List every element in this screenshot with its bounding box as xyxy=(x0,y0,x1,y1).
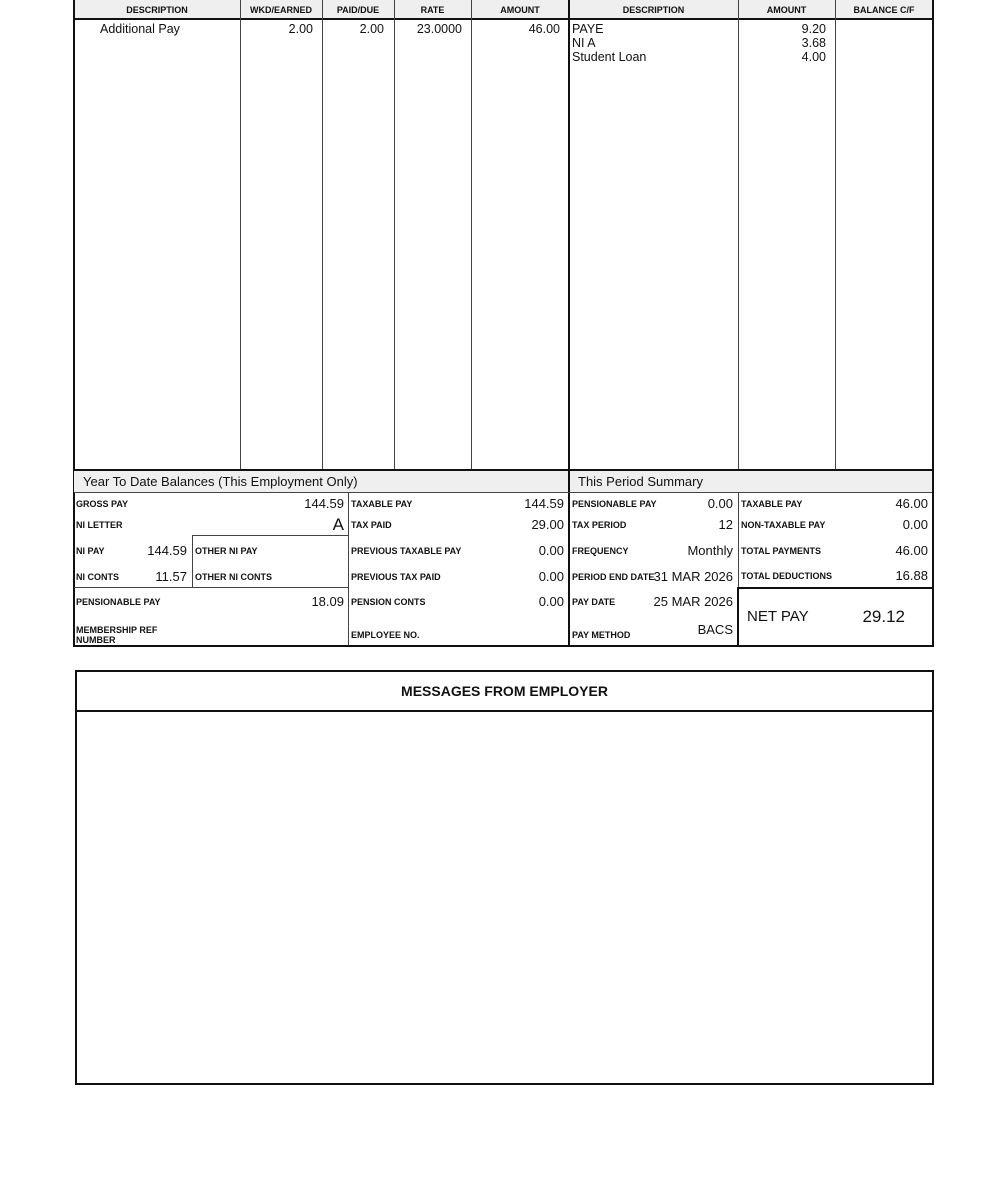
payment-rate: 23.0000 xyxy=(416,22,462,36)
summary-total-payments: 46.00 xyxy=(895,543,928,558)
deduction-amount-paye: 9.20 xyxy=(801,22,826,36)
ytd-title: Year To Date Balances (This Employment Only) xyxy=(83,474,358,489)
summary-frequency-label: FREQUENCY xyxy=(572,546,629,556)
deduction-amount-ni: 3.68 xyxy=(801,36,826,50)
summary-period-end-label: PERIOD END DATE xyxy=(572,572,655,582)
summary-period-end: 31 MAR 2026 xyxy=(653,569,733,584)
col-header-balance-cf: BALANCE C/F xyxy=(835,0,933,19)
summary-total-deductions: 16.88 xyxy=(895,568,928,583)
col-header-amount: AMOUNT xyxy=(471,0,569,19)
payment-row: Additional Pay xyxy=(100,22,180,36)
ytd-ni-pay-label: NI PAY xyxy=(76,546,105,556)
net-pay-label: NET PAY xyxy=(747,608,809,625)
summary-frequency: Monthly xyxy=(687,543,733,558)
ytd-ni-pay: 144.59 xyxy=(147,543,187,558)
col-header-description: DESCRIPTION xyxy=(74,0,240,19)
summary-non-taxable-pay: 0.00 xyxy=(902,517,928,532)
ytd-prev-taxable-pay: 0.00 xyxy=(538,543,564,558)
deduction-row-ni: NI A xyxy=(572,36,596,50)
summary-non-taxable-pay-label: NON-TAXABLE PAY xyxy=(741,520,826,530)
summary-pay-date: 25 MAR 2026 xyxy=(653,594,733,609)
net-pay: 29.12 xyxy=(862,607,905,626)
ytd-tax-paid-label: TAX PAID xyxy=(351,520,392,530)
ytd-employee-no-label: EMPLOYEE NO. xyxy=(351,630,420,640)
summary-pensionable-pay: 0.00 xyxy=(707,496,733,511)
ytd-pension-conts-label: PENSION CONTS xyxy=(351,597,426,607)
summary-pensionable-pay-label: PENSIONABLE PAY xyxy=(572,499,657,509)
ytd-gross-pay-label: GROSS PAY xyxy=(76,499,129,509)
ytd-prev-tax-paid: 0.00 xyxy=(538,569,564,584)
col-header-wkd-earned: WKD/EARNED xyxy=(240,0,322,19)
ytd-pensionable-pay: 18.09 xyxy=(311,594,344,609)
deduction-row-paye: PAYE xyxy=(572,22,604,36)
payment-paid-due: 2.00 xyxy=(359,22,384,36)
ytd-ni-conts: 11.57 xyxy=(155,569,187,584)
payment-wkd-earned: 2.00 xyxy=(288,22,313,36)
ytd-gross-pay: 144.59 xyxy=(304,496,344,511)
messages-box xyxy=(75,670,934,1085)
ytd-pension-conts: 0.00 xyxy=(538,594,564,609)
ytd-tax-paid: 29.00 xyxy=(531,517,564,532)
summary-pay-method-label: PAY METHOD xyxy=(572,630,631,640)
messages-header: MESSAGES FROM EMPLOYER xyxy=(77,672,932,712)
summary-taxable-pay-label: TAXABLE PAY xyxy=(741,499,803,509)
ytd-taxable-pay: 144.59 xyxy=(524,496,564,511)
col-header-deduction-description: DESCRIPTION xyxy=(569,0,738,19)
ytd-other-ni-conts-label: OTHER NI CONTS xyxy=(195,572,273,582)
ytd-prev-tax-paid-label: PREVIOUS TAX PAID xyxy=(351,572,441,582)
summary-tax-period: 12 xyxy=(718,517,733,532)
summary-title: This Period Summary xyxy=(578,474,703,489)
summary-total-deductions-label: TOTAL DEDUCTIONS xyxy=(741,571,833,581)
ytd-prev-taxable-pay-label: PREVIOUS TAXABLE PAY xyxy=(351,546,462,556)
ytd-ni-letter: A xyxy=(332,515,344,534)
summary-tax-period-label: TAX PERIOD xyxy=(572,520,627,530)
summary-pay-method: BACS xyxy=(697,622,733,637)
summary-total-payments-label: TOTAL PAYMENTS xyxy=(741,546,822,556)
ytd-pensionable-pay-label: PENSIONABLE PAY xyxy=(76,597,161,607)
col-header-paid-due: PAID/DUE xyxy=(322,0,394,19)
col-header-deduction-amount: AMOUNT xyxy=(738,0,835,19)
payment-amount: 46.00 xyxy=(528,22,560,36)
deduction-amount-student-loan: 4.00 xyxy=(801,50,826,64)
ytd-taxable-pay-label: TAXABLE PAY xyxy=(351,499,413,509)
summary-taxable-pay: 46.00 xyxy=(895,496,928,511)
deduction-row-student-loan: Student Loan xyxy=(572,50,647,64)
summary-pay-date-label: PAY DATE xyxy=(572,597,616,607)
ytd-ni-conts-label: NI CONTS xyxy=(76,572,120,582)
col-header-rate: RATE xyxy=(394,0,471,19)
ytd-membership-ref-label: MEMBERSHIP REF NUMBER xyxy=(76,625,158,645)
ytd-ni-letter-label: NI LETTER xyxy=(76,520,123,530)
ytd-other-ni-pay-label: OTHER NI PAY xyxy=(195,546,258,556)
